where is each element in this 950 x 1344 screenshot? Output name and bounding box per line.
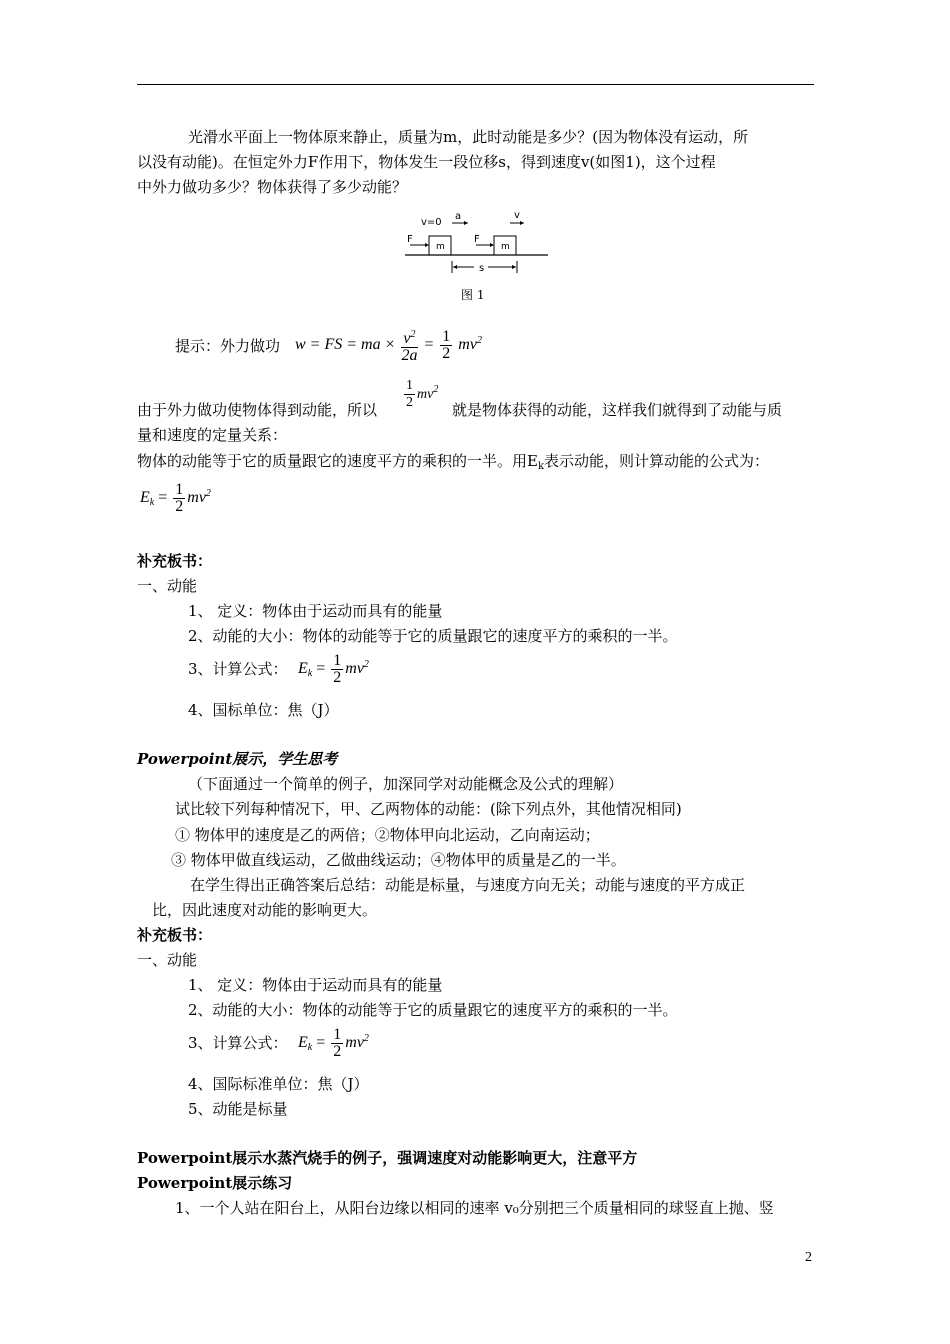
ppt-heading: Powerpoint展示，学生思考 xyxy=(137,750,338,768)
hint-formula-lhs: w = FS = ma × xyxy=(295,336,396,354)
figure-v-label: v xyxy=(514,210,520,221)
hint-tail: mv xyxy=(458,336,477,354)
board1-item-4: 4、国标单位：焦（J） xyxy=(188,701,339,719)
derivation-inline-formula: $\frac{1}{2}$ $mv^2$ xyxy=(406,378,439,410)
board2-formula: $E_k$ = $\frac{1}{2}$ $mv^2$ xyxy=(298,1026,369,1060)
board2-item-5: 5、动能是标量 xyxy=(188,1100,288,1118)
figure-v0-label: v=0 xyxy=(421,217,442,228)
derivation-line-2: 量和速度的定量关系： xyxy=(137,426,288,444)
figure-a-label: a xyxy=(455,211,462,222)
page-number: 2 xyxy=(805,1250,812,1265)
figure-m-label-1: m xyxy=(436,242,445,252)
ppt2-line-2: Powerpoint展示练习 xyxy=(137,1174,293,1192)
board1-item-2: 2、动能的大小：物体的动能等于它的质量跟它的速度平方的乘积的一半。 xyxy=(188,627,678,645)
board2-section: 一、动能 xyxy=(137,951,198,969)
ppt-line-4: ③ 物体甲做直线运动，乙做曲线运动；④物体甲的质量是乙的一半。 xyxy=(171,851,626,869)
hint-fraction-2: $\frac{1}{2}$ xyxy=(442,328,451,362)
ppt2-line-1: Powerpoint展示水蒸汽烧手的例子，强调速度对动能影响更大，注意平方 xyxy=(137,1149,638,1167)
board2-item-4: 4、国际标准单位：焦（J） xyxy=(188,1075,369,1093)
figure-f-label-1: F xyxy=(407,234,413,245)
ppt-line-3: ① 物体甲的速度是乙的两倍；②物体甲向北运动，乙向南运动； xyxy=(175,826,600,844)
derivation-line-3: 物体的动能等于它的质量跟它的速度平方的乘积的一半。用$E_k$表示动能，则计算动能的公式为： xyxy=(137,452,770,472)
board2-item-1: 1、 定义：物体由于运动而具有的能量 xyxy=(188,976,443,994)
ppt-line-6: 比，因此速度对动能的影响更大。 xyxy=(152,901,378,919)
ppt2-line-3: 1、一个人站在阳台上，从阳台边缘以相同的速率 v₀分别把三个质量相同的球竖直上抛、竖 xyxy=(175,1199,774,1217)
figure-f-label-2: F xyxy=(474,234,480,245)
figure-block-diagram xyxy=(400,205,555,305)
board1-heading: 补充板书： xyxy=(137,552,213,570)
kinetic-energy-formula: $E_k$ = $\frac{1}{2}$ $mv^2$ xyxy=(140,481,211,515)
hint-formula: w = FS = ma × $\frac{v^2}{2a}$ = $\frac{1}{2}$ $mv^2$ xyxy=(295,328,482,364)
figure-s-label: s xyxy=(479,263,485,274)
board2-item-3: 3、计算公式： xyxy=(188,1034,288,1052)
board2-heading: 补充板书： xyxy=(137,926,213,944)
hint-fraction-1: $\frac{v^2}{2a}$ xyxy=(401,329,418,364)
board1-item-1: 1、 定义：物体由于运动而具有的能量 xyxy=(188,602,443,620)
derivation-line-1-suffix: 就是物体获得的动能，这样我们就得到了动能与质 xyxy=(452,401,783,419)
figure-caption: 图 1 xyxy=(461,288,485,302)
board1-section: 一、动能 xyxy=(137,577,198,595)
ppt-line-1: （下面通过一个简单的例子，加深同学对动能概念及公式的理解） xyxy=(188,775,624,793)
derivation-line-1-prefix: 由于外力做功使物体得到动能，所以 xyxy=(137,401,378,419)
hint-label: 提示：外力做功 xyxy=(175,337,281,355)
ppt-line-5: 在学生得出正确答案后总结：动能是标量，与速度方向无关；动能与速度的平方成正 xyxy=(190,876,746,894)
board1-formula: $E_k$ = $\frac{1}{2}$ $mv^2$ xyxy=(298,652,369,686)
intro-line-1: 光滑水平面上一物体原来静止，质量为m，此时动能是多少？(因为物体没有运动，所 xyxy=(188,128,749,146)
intro-line-3: 中外力做功多少？物体获得了多少动能？ xyxy=(137,178,408,196)
intro-line-2: 以没有动能)。在恒定外力F作用下，物体发生一段位移s，得到速度v(如图1)，这个过程 xyxy=(137,153,716,171)
board2-item-2: 2、动能的大小：物体的动能等于它的质量跟它的速度平方的乘积的一半。 xyxy=(188,1001,678,1019)
figure-m-label-2: m xyxy=(501,242,510,252)
board1-item-3: 3、计算公式： xyxy=(188,660,288,678)
header-rule xyxy=(137,84,814,85)
ppt-line-2: 试比较下列每种情况下，甲、乙两物体的动能：(除下列点外，其他情况相同) xyxy=(175,800,682,818)
